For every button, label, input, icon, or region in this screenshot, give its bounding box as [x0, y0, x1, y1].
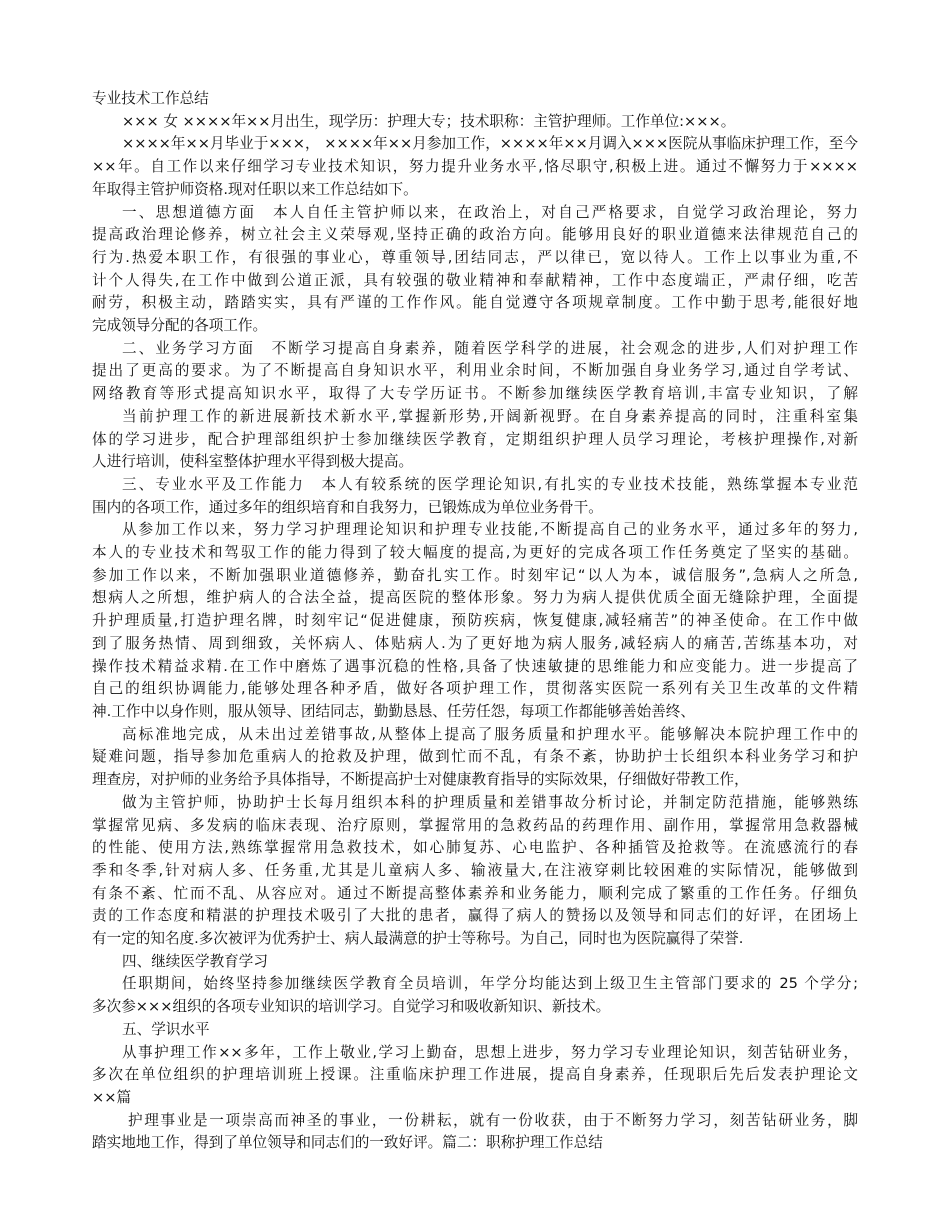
paragraph-line: 高标准地完成，从未出过差错事故,从整体上提高了服务质量和护理水平。能够解决本院护理工作中的: [122, 725, 858, 743]
paragraph-line: 本人的专业技术和驾驭工作的能力得到了较大幅度的提高,为更好的完成各项工作任务奠定了坚实的基础。: [92, 544, 858, 562]
paragraph-line: 年取得主管护师资格.现对任职以来工作总结如下。: [92, 180, 418, 198]
paragraph-line: 责的工作态度和精湛的护理技术吸引了大批的患者，赢得了病人的赞扬以及领导和同志们的好评，在团场上: [92, 907, 858, 925]
paragraph-line: 从参加工作以来，努力学习护理理论知识和护理专业技能,不断提高自己的业务水平，通过多年的努力,: [122, 521, 858, 539]
paragraph-line: 提高政治理论修养，树立社会主义荣辱观,坚持正确的政治方向。能够用良好的职业道德来法律规范自己的: [92, 226, 858, 244]
paragraph-line: 升护理质量,打造护理名牌，时刻牢记“促进健康，预防疾病，恢复健康,减轻痛苦”的神圣使命。在工作中做: [92, 612, 858, 630]
paragraph-line: 行为.热爱本职工作，有很强的事业心，尊重领导,团结同志，严以律已，宽以待人。工作上以事业为重,不: [92, 248, 858, 266]
paragraph-line: 从事护理工作××多年，工作上敬业,学习上勤奋，思想上进步，努力学习专业理论知识，刻苦钻研业务，: [122, 1043, 858, 1061]
document-page: [92, 88, 858, 1155]
paragraph-line: 围内的各项工作，通过多年的组织培育和自我努力，已锻炼成为单位业务骨干。: [92, 498, 603, 516]
paragraph-line: 季和冬季,针对病人多、任务重,尤其是儿童病人多、输液量大,在注液穿刺比较困难的实际情况，能够做到: [92, 861, 858, 879]
section-heading-line: 三、专业水平及工作能力 本人有较系统的医学理论知识,有扎实的专业技术技能，熟练掌握本专业范: [122, 475, 858, 493]
paragraph-line: 有条不紊、忙而不乱、从容应对。通过不断提高整体素养和业务能力，顺利完成了繁重的工作任务。仔细负: [92, 884, 858, 902]
document-title: 专业技术工作总结: [92, 90, 209, 107]
paragraph-line: 完成领导分配的各项工作。: [92, 317, 268, 335]
paragraph-line: 踏实地地工作，得到了单位领导和同志们的一致好评。篇二：职称护理工作总结: [92, 1134, 603, 1152]
paragraph-line: 多次在单位组织的护理培训班上授课。注重临床护理工作进展，提高自身素养，任现职后先后发表护理论文: [92, 1066, 858, 1084]
paragraph-line: 掌握常见病、多发病的临床表现、治疗原则，掌握常用的急救药品的药理作用、副作用，掌握常用急救器械: [92, 816, 858, 834]
section-heading-line: 二、业务学习方面 不断学习提高自身素养，随着医学科学的进展，社会观念的进步,人们对护理工作: [122, 339, 858, 357]
paragraph-line: ××××年××月毕业于×××， ××××年××月参加工作，××××年××月调入×××医院从事临床护理工作，至今: [122, 135, 858, 153]
paragraph-line: 体的学习进步，配合护理部组织护士参加继续医学教育，定期组织护理人员学习理论，考核护理操作,对新: [92, 430, 858, 448]
paragraph-line: ××年。自工作以来仔细学习专业技术知识，努力提升业务水平,恪尽职守,积极上进。通过不懈努力于××××: [92, 158, 858, 176]
paragraph-line: 网络教育等形式提高知识水平，取得了大专学历证书。不断参加继续医学教育培训,丰富专业知识，了解: [92, 385, 858, 403]
paragraph-line: 参加工作以来，不断加强职业道德修养，勤奋扎实工作。时刻牢记“以人为本，诚信服务”,急病人之所急,: [92, 566, 858, 584]
paragraph-line: 操作技术精益求精.在工作中磨炼了遇事沉稳的性格,具备了快速敏捷的思维能力和应变能力。进一步提高了: [92, 657, 858, 675]
section-heading-line: 一、思想道德方面 本人自任主管护师以来，在政治上，对自己严格要求，自觉学习政治理论，努力: [122, 203, 858, 221]
paragraph-line: 当前护理工作的新进展新技术新水平,掌握新形势,开阔新视野。在自身素养提高的同时，注重科室集: [122, 407, 858, 425]
paragraph-line: 耐劳，积极主动，踏踏实实，具有严谨的工作作风。能自觉遵守各项规章制度。工作中勤于思考,能很好地: [92, 294, 858, 312]
paragraph-line: 有一定的知名度.多次被评为优秀护士、病人最满意的护士等称号。为自己，同时也为医院赢得了荣誉.: [92, 930, 744, 948]
personal-info-line: ××× 女 ××××年××月出生，现学历：护理大专；技术职称：主管护理师。工作单位:×××。: [122, 112, 736, 130]
paragraph-line: 计个人得失,在工作中做到公道正派，具有较强的敬业精神和奉献精神，工作中态度端正，严肃仔细，吃苦: [92, 271, 858, 289]
paragraph-line: 任职期间，始终坚持参加继续医学教育全员培训，年学分均能达到上级卫生主管部门要求的 25 个学分;: [122, 975, 858, 993]
paragraph-line: ××篇: [92, 1088, 132, 1106]
section-heading: 五、学识水平: [122, 1020, 210, 1038]
paragraph-line: 的性能、使用方法,熟练掌握常用急救技术，如心肺复苏、心电监护、各种插管及抢救等。在流感流行的春: [92, 839, 858, 857]
paragraph-line: 到了服务热情、周到细致，关怀病人、体贴病人.为了更好地为病人服务,减轻病人的痛苦,苦练基本功，对: [92, 634, 858, 652]
paragraph-line: 神.工作中以身作则，服从领导、团结同志，勤勤恳恳、任劳任怨，每项工作都能够善始善终、: [92, 702, 695, 720]
paragraph-line: 自己的组织协调能力,能够处理各种矛盾，做好各项护理工作，贯彻落实医院一系列有关卫生改革的文件精: [92, 680, 858, 698]
paragraph-line: 多次参×××组织的各项专业知识的培训学习。自觉学习和吸收新知识、新技术。: [92, 998, 611, 1016]
paragraph-line: 做为主管护师，协助护士长每月组织本科的护理质量和差错事故分析讨论，并制定防范措施，能够熟练: [122, 793, 858, 811]
section-heading: 四、继续医学教育学习: [122, 952, 268, 970]
paragraph-line: 疑难问题，指导参加危重病人的抢救及护理，做到忙而不乱，有条不紊，协助护士长组织本科业务学习和护: [92, 748, 858, 766]
paragraph-line: 人进行培训，使科室整体护理水平得到极大提高。: [92, 453, 414, 471]
paragraph-line: 想病人之所想，维护病人的合法全益，提高医院的整体形象。努力为病人提供优质全面无缝除护理，全面提: [92, 589, 858, 607]
paragraph-line: 理查房，对护师的业务给予具体指导，不断提高护士对健康教育指导的实际效果，仔细做好带教工作，: [92, 771, 749, 789]
paragraph-line: 提出了更高的要求。为了不断提高自身知识水平，利用业余时间，不断加强自身业务学习,通过自学考试、: [92, 362, 858, 380]
paragraph-line: 护理事业是一项崇高而神圣的事业，一份耕耘，就有一份收获，由于不断努力学习，刻苦钻研业务，脚: [128, 1111, 858, 1129]
